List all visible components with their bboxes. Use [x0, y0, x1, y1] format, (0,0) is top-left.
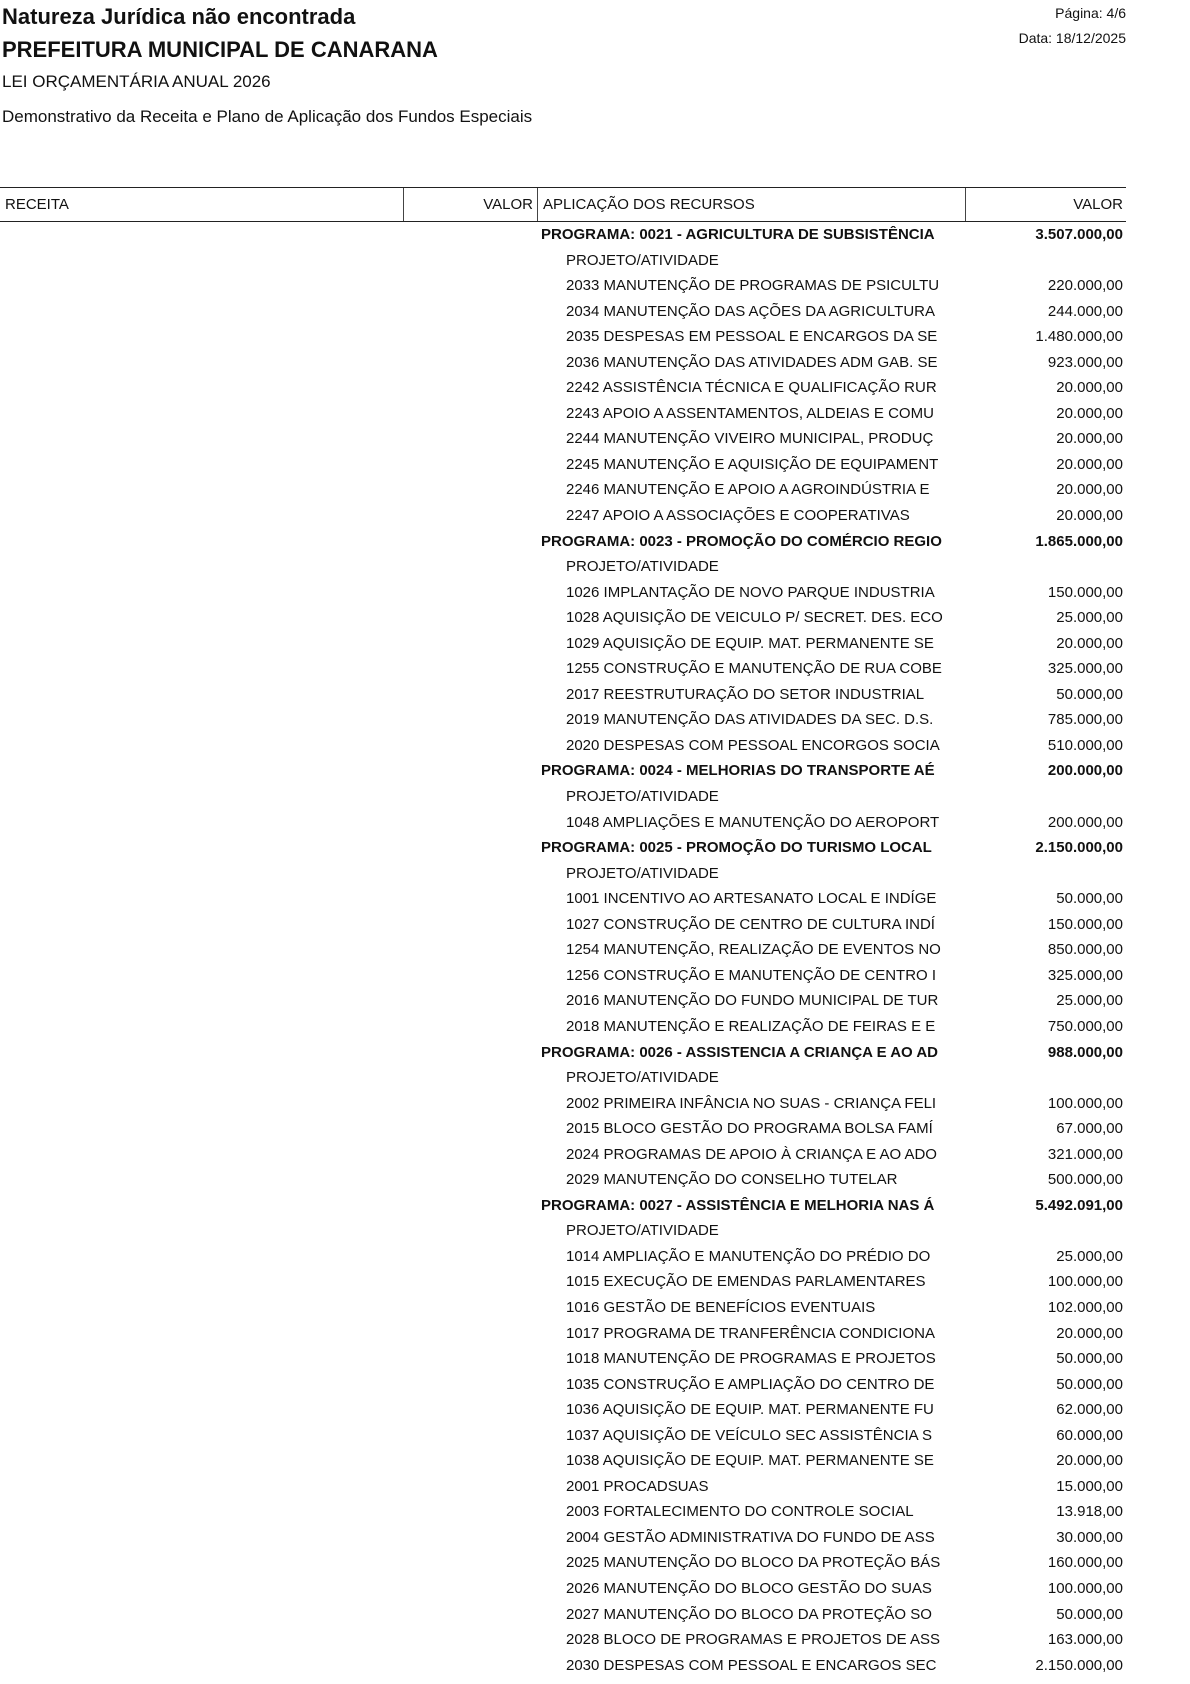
row-value: 50.000,00 [1056, 890, 1123, 908]
row-value: 325.000,00 [1047, 660, 1123, 678]
action-label: 2245 MANUTENÇÃO E AQUISIÇÃO DE EQUIPAMENT [566, 455, 939, 473]
row-value: 150.000,00 [1047, 583, 1123, 601]
row-value: 850.000,00 [1047, 941, 1123, 959]
column-header-valor-receita: VALOR [483, 196, 533, 213]
subheading-label: PROJETO/ATIVIDADE [566, 251, 719, 269]
action-label: 1017 PROGRAMA DE TRANFERÊNCIA CONDICIONA [566, 1324, 935, 1342]
row-value: 20.000,00 [1056, 1324, 1123, 1342]
report-date: Data: 18/12/2025 [1018, 30, 1126, 46]
table-row [0, 733, 1126, 759]
action-label: 2034 MANUTENÇÃO DAS AÇÕES DA AGRICULTURA [566, 302, 935, 320]
program-label: PROGRAMA: 0024 - MELHORIAS DO TRANSPORTE AÉ [541, 762, 935, 780]
table-row [0, 1346, 1126, 1372]
table-row [0, 988, 1126, 1014]
action-label: 1256 CONSTRUÇÃO E MANUTENÇÃO DE CENTRO I [566, 966, 937, 984]
row-value: 163.000,00 [1047, 1631, 1123, 1649]
action-label: 1036 AQUISIÇÃO DE EQUIP. MAT. PERMANENTE FU [566, 1401, 934, 1419]
subheading-label: PROJETO/ATIVIDADE [566, 788, 719, 806]
action-label: 1254 MANUTENÇÃO, REALIZAÇÃO DE EVENTOS NO [566, 941, 941, 959]
program-row [0, 1193, 1126, 1219]
row-value: 50.000,00 [1056, 1605, 1123, 1623]
action-label: 2017 REESTRUTURAÇÃO DO SETOR INDUSTRIAL [566, 685, 925, 703]
row-value: 20.000,00 [1056, 455, 1123, 473]
row-value: 20.000,00 [1056, 634, 1123, 652]
program-row [0, 758, 1126, 784]
program-label: PROGRAMA: 0025 - PROMOÇÃO DO TURISMO LOCAL [541, 839, 932, 857]
action-label: 2029 MANUTENÇÃO DO CONSELHO TUTELAR [566, 1171, 898, 1189]
action-label: 2024 PROGRAMAS DE APOIO À CRIANÇA E AO ADO [566, 1145, 937, 1163]
table-row [0, 1116, 1126, 1142]
program-label: PROGRAMA: 0026 - ASSISTENCIA A CRIANÇA E AO AD [541, 1043, 938, 1061]
row-value: 25.000,00 [1056, 609, 1123, 627]
row-value: 50.000,00 [1056, 685, 1123, 703]
action-label: 2025 MANUTENÇÃO DO BLOCO DA PROTEÇÃO BÁS [566, 1554, 941, 1572]
subheading-label: PROJETO/ATIVIDADE [566, 1069, 719, 1087]
action-label: 2246 MANUTENÇÃO E APOIO A AGROINDÚSTRIA E [566, 481, 930, 499]
program-total: 988.000,00 [1047, 1043, 1123, 1061]
report-description: Demonstrativo da Receita e Plano de Aplicação dos Fundos Especiais [2, 107, 533, 126]
table-row [0, 1525, 1126, 1551]
row-value: 20.000,00 [1056, 404, 1123, 422]
program-total: 3.507.000,00 [1035, 226, 1123, 243]
row-value: 500.000,00 [1047, 1171, 1123, 1189]
action-label: 2244 MANUTENÇÃO VIVEIRO MUNICIPAL, PRODUÇ [566, 430, 934, 448]
row-value: 321.000,00 [1047, 1145, 1123, 1163]
table-row [0, 1474, 1126, 1500]
table-row [0, 1423, 1126, 1449]
program-total: 200.000,00 [1047, 762, 1123, 780]
table-row [0, 1167, 1126, 1193]
row-value: 30.000,00 [1056, 1528, 1123, 1546]
action-label: 1016 GESTÃO DE BENEFÍCIOS EVENTUAIS [566, 1298, 876, 1316]
action-label: 1255 CONSTRUÇÃO E MANUTENÇÃO DE RUA COBE [566, 660, 942, 678]
row-value: 13.918,00 [1056, 1503, 1123, 1521]
action-label: 1014 AMPLIAÇÃO E MANUTENÇÃO DO PRÉDIO DO [566, 1247, 931, 1265]
action-label: 2027 MANUTENÇÃO DO BLOCO DA PROTEÇÃO SO [566, 1605, 932, 1623]
action-label: 2243 APOIO A ASSENTAMENTOS, ALDEIAS E COMU [566, 404, 934, 422]
action-label: 2001 PROCADSUAS [566, 1477, 709, 1495]
row-value: 100.000,00 [1047, 1579, 1123, 1597]
table-row [0, 1321, 1126, 1347]
table-row [0, 1627, 1126, 1653]
row-value: 25.000,00 [1056, 1247, 1123, 1265]
subheading-row [0, 861, 1126, 887]
row-value: 15.000,00 [1056, 1477, 1123, 1495]
table-row [0, 503, 1126, 529]
table-row [0, 886, 1126, 912]
program-total: 2.150.000,00 [1035, 839, 1123, 857]
table-row [0, 707, 1126, 733]
action-label: 1048 AMPLIAÇÕES E MANUTENÇÃO DO AEROPORT [566, 813, 940, 831]
table-header [0, 187, 1126, 222]
action-label: 1038 AQUISIÇÃO DE EQUIP. MAT. PERMANENTE SE [566, 1452, 934, 1470]
row-value: 220.000,00 [1047, 277, 1123, 295]
action-label: 2035 DESPESAS EM PESSOAL E ENCARGOS DA SE [566, 328, 938, 346]
row-value: 325.000,00 [1047, 966, 1123, 984]
table-row [0, 1244, 1126, 1270]
row-value: 62.000,00 [1056, 1401, 1123, 1419]
row-value: 150.000,00 [1047, 915, 1123, 933]
column-divider [537, 188, 538, 221]
action-label: 2019 MANUTENÇÃO DAS ATIVIDADES DA SEC. D.S. [566, 711, 934, 729]
table-row [0, 1295, 1126, 1321]
action-label: 2036 MANUTENÇÃO DAS ATIVIDADES ADM GAB. SE [566, 353, 938, 371]
subheading-label: PROJETO/ATIVIDADE [566, 558, 719, 576]
row-value: 160.000,00 [1047, 1554, 1123, 1572]
report-title: Natureza Jurídica não encontrada [2, 4, 356, 29]
table-row [0, 1091, 1126, 1117]
action-label: 2026 MANUTENÇÃO DO BLOCO GESTÃO DO SUAS [566, 1579, 932, 1597]
table-row [0, 963, 1126, 989]
action-label: 1028 AQUISIÇÃO DE VEICULO P/ SECRET. DES. ECO [566, 609, 943, 627]
column-header-aplicacao: APLICAÇÃO DOS RECURSOS [543, 196, 755, 213]
table-row [0, 1397, 1126, 1423]
table-row [0, 375, 1126, 401]
row-value: 20.000,00 [1056, 481, 1123, 499]
program-total: 1.865.000,00 [1035, 532, 1123, 550]
action-label: 1015 EXECUÇÃO DE EMENDAS PARLAMENTARES [566, 1273, 926, 1291]
table-row [0, 656, 1126, 682]
table-row [0, 1372, 1126, 1398]
action-label: 1018 MANUTENÇÃO DE PROGRAMAS E PROJETOS [566, 1350, 936, 1368]
subheading-row [0, 248, 1126, 274]
program-row [0, 1040, 1126, 1066]
report-header [0, 0, 1190, 180]
column-header-valor-aplicacao: VALOR [1073, 196, 1123, 213]
table-row [0, 350, 1126, 376]
table-row [0, 682, 1126, 708]
row-value: 244.000,00 [1047, 302, 1123, 320]
action-label: 1026 IMPLANTAÇÃO DE NOVO PARQUE INDUSTRIA [566, 583, 935, 601]
table-row [0, 1576, 1126, 1602]
table-row [0, 912, 1126, 938]
row-value: 20.000,00 [1056, 507, 1123, 525]
subheading-label: PROJETO/ATIVIDADE [566, 864, 719, 882]
row-value: 100.000,00 [1047, 1273, 1123, 1291]
action-label: 2002 PRIMEIRA INFÂNCIA NO SUAS - CRIANÇA FELI [566, 1094, 937, 1112]
row-value: 50.000,00 [1056, 1375, 1123, 1393]
row-value: 2.150.000,00 [1035, 1656, 1123, 1674]
subheading-label: PROJETO/ATIVIDADE [566, 1222, 719, 1240]
program-total: 5.492.091,00 [1035, 1196, 1123, 1214]
row-value: 923.000,00 [1047, 353, 1123, 371]
column-divider [965, 188, 966, 221]
row-value: 20.000,00 [1056, 379, 1123, 397]
action-label: 2247 APOIO A ASSOCIAÇÕES E COOPERATIVAS [566, 507, 910, 525]
action-label: 2016 MANUTENÇÃO DO FUNDO MUNICIPAL DE TUR [566, 992, 939, 1010]
action-label: 1001 INCENTIVO AO ARTESANATO LOCAL E INDÍGE [566, 890, 937, 908]
table-row [0, 401, 1126, 427]
row-value: 102.000,00 [1047, 1298, 1123, 1316]
program-row [0, 222, 1126, 248]
action-label: 1035 CONSTRUÇÃO E AMPLIAÇÃO DO CENTRO DE [566, 1375, 935, 1393]
table-row [0, 1550, 1126, 1576]
action-label: 2028 BLOCO DE PROGRAMAS E PROJETOS DE ASS [566, 1631, 941, 1649]
table-row [0, 580, 1126, 606]
action-label: 1027 CONSTRUÇÃO DE CENTRO DE CULTURA INDÍ [566, 915, 935, 933]
program-row [0, 835, 1126, 861]
table-row [0, 452, 1126, 478]
row-value: 67.000,00 [1056, 1120, 1123, 1138]
action-label: 2020 DESPESAS COM PESSOAL ENCORGOS SOCIA [566, 736, 940, 754]
table-row [0, 299, 1126, 325]
column-divider [403, 188, 404, 221]
row-value: 750.000,00 [1047, 1017, 1123, 1035]
subheading-row [0, 1065, 1126, 1091]
row-value: 785.000,00 [1047, 711, 1123, 729]
action-label: 2015 BLOCO GESTÃO DO PROGRAMA BOLSA FAMÍ [566, 1120, 933, 1138]
table-body [0, 222, 1126, 1678]
action-label: 2030 DESPESAS COM PESSOAL E ENCARGOS SEC [566, 1656, 937, 1674]
subheading-row [0, 554, 1126, 580]
row-value: 20.000,00 [1056, 1452, 1123, 1470]
program-label: PROGRAMA: 0021 - AGRICULTURA DE SUBSISTÊNCIA [541, 226, 935, 243]
row-value: 1.480.000,00 [1035, 328, 1123, 346]
table-row [0, 1269, 1126, 1295]
table-row [0, 1653, 1126, 1679]
row-value: 20.000,00 [1056, 430, 1123, 448]
row-value: 510.000,00 [1047, 736, 1123, 754]
table-row [0, 1499, 1126, 1525]
row-value: 200.000,00 [1047, 813, 1123, 831]
row-value: 25.000,00 [1056, 992, 1123, 1010]
program-row [0, 529, 1126, 555]
table-row [0, 810, 1126, 836]
page-number: Página: 4/6 [1055, 5, 1126, 21]
table-row [0, 605, 1126, 631]
table-row [0, 324, 1126, 350]
subheading-row [0, 1218, 1126, 1244]
action-label: 2018 MANUTENÇÃO E REALIZAÇÃO DE FEIRAS E E [566, 1017, 936, 1035]
action-label: 1037 AQUISIÇÃO DE VEÍCULO SEC ASSISTÊNCIA S [566, 1426, 932, 1444]
action-label: 1029 AQUISIÇÃO DE EQUIP. MAT. PERMANENTE SE [566, 634, 934, 652]
column-header-receita: RECEITA [5, 196, 69, 213]
action-label: 2004 GESTÃO ADMINISTRATIVA DO FUNDO DE ASS [566, 1528, 935, 1546]
table-row [0, 631, 1126, 657]
row-value: 100.000,00 [1047, 1094, 1123, 1112]
table-row [0, 1448, 1126, 1474]
action-label: 2033 MANUTENÇÃO DE PROGRAMAS DE PSICULTU [566, 277, 940, 295]
action-label: 2003 FORTALECIMENTO DO CONTROLE SOCIAL [566, 1503, 914, 1521]
table-row [0, 937, 1126, 963]
row-value: 60.000,00 [1056, 1426, 1123, 1444]
row-value: 50.000,00 [1056, 1350, 1123, 1368]
table-row [0, 1014, 1126, 1040]
table-row [0, 1602, 1126, 1628]
table-row [0, 426, 1126, 452]
municipality-name: PREFEITURA MUNICIPAL DE CANARANA [2, 37, 438, 62]
subheading-row [0, 784, 1126, 810]
table-row [0, 477, 1126, 503]
action-label: 2242 ASSISTÊNCIA TÉCNICA E QUALIFICAÇÃO RUR [566, 379, 937, 397]
table-row [0, 273, 1126, 299]
table-row [0, 1142, 1126, 1168]
program-label: PROGRAMA: 0027 - ASSISTÊNCIA E MELHORIA NAS Á [541, 1196, 935, 1214]
program-label: PROGRAMA: 0023 - PROMOÇÃO DO COMÉRCIO REGIO [541, 532, 942, 550]
law-title: LEI ORÇAMENTÁRIA ANUAL 2026 [2, 72, 271, 91]
budget-table [0, 187, 1126, 1678]
